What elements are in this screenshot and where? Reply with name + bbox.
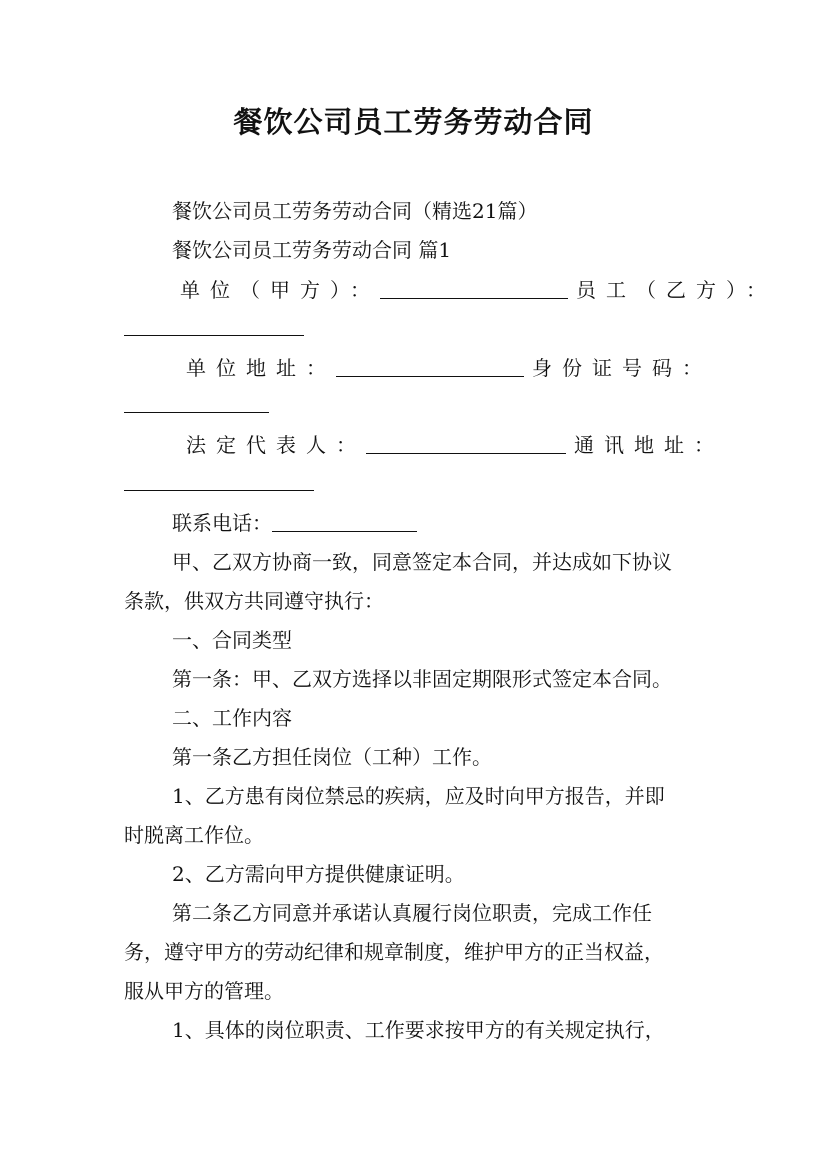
- section2-article1: 第一条乙方担任岗位（工种）工作。: [172, 745, 492, 769]
- document-title: 餐饮公司员工劳务劳动合同: [233, 105, 594, 139]
- employee-blank: [124, 334, 304, 336]
- paragraph-agree-1: 甲、乙双方协商一致，同意签定本合同，并达成如下协议: [172, 550, 672, 574]
- paragraph-agree-2: 条款，供双方共同遵守执行：: [124, 589, 384, 613]
- address-label: 单位地址：: [186, 356, 336, 380]
- legal-rep-blank: [366, 433, 566, 454]
- mail-address-blank: [124, 489, 314, 491]
- section2-item2: 2、乙方需向甲方提供健康证明。: [172, 862, 465, 886]
- unit-label: 单位（甲方）：: [180, 278, 380, 302]
- section2-article2-line3: 服从甲方的管理。: [124, 979, 284, 1003]
- section2-article2-line1: 第二条乙方同意并承诺认真履行岗位职责，完成工作任: [172, 901, 652, 925]
- unit-line: [180, 277, 776, 303]
- id-label: 身份证号码：: [532, 356, 712, 380]
- unit-blank: [380, 278, 568, 299]
- paragraph-article-heading: 餐饮公司员工劳务劳动合同 篇1: [172, 238, 452, 262]
- section2-article2-line2: 务，遵守甲方的劳动纪律和规章制度，维护甲方的正当权益，: [124, 940, 664, 964]
- employee-label: 员工（乙方）：: [576, 278, 776, 302]
- phone-label: 联系电话：: [172, 511, 272, 535]
- address-blank: [336, 356, 524, 377]
- section2-item1-line1: 1、乙方患有岗位禁忌的疾病，应及时向甲方报告，并即: [172, 784, 665, 808]
- mail-address-label: 通讯地址：: [574, 433, 724, 457]
- section-heading-contract-type: 一、合同类型: [172, 628, 292, 652]
- section-heading-work-content: 二、工作内容: [172, 706, 292, 730]
- phone-blank: [272, 511, 417, 532]
- section1-article1: 第一条：甲、乙双方选择以非固定期限形式签定本合同。: [172, 667, 672, 691]
- legal-rep-line: [186, 432, 724, 458]
- legal-rep-label: 法定代表人：: [186, 433, 366, 457]
- phone-line: [172, 510, 714, 536]
- paragraph-subtitle: 餐饮公司员工劳务劳动合同（精选21篇）: [172, 199, 538, 223]
- id-blank: [124, 411, 269, 413]
- section2-article2-item1: 1、具体的岗位职责、工作要求按甲方的有关规定执行，: [172, 1018, 665, 1042]
- address-line: [186, 355, 720, 381]
- section2-item1-line2: 时脱离工作位。: [124, 823, 264, 847]
